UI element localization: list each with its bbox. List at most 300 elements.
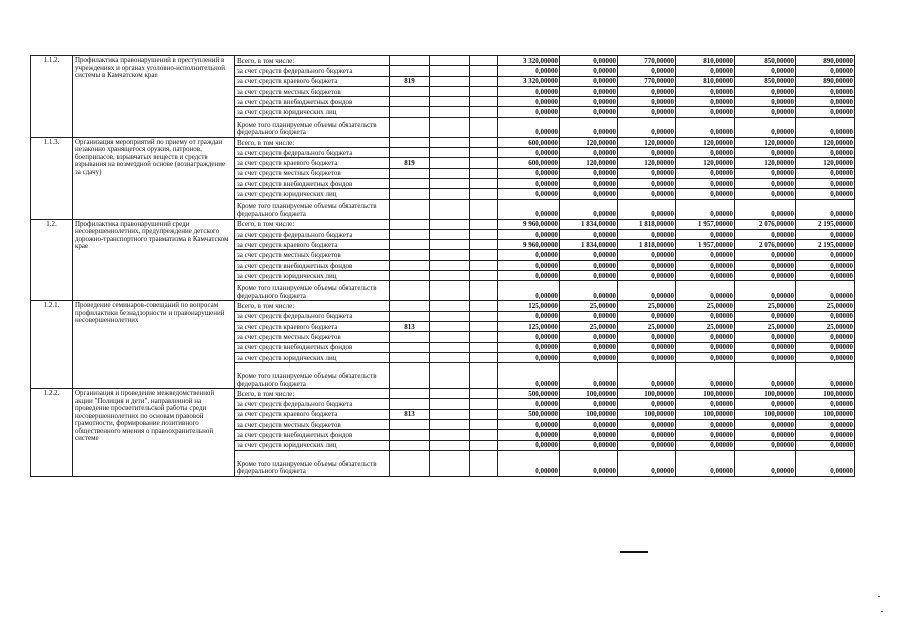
amount-cell: 0,00000 xyxy=(618,260,676,270)
amount-cell: 0,00000 xyxy=(498,107,560,117)
funding-source: за счет средств местных бюджетов xyxy=(235,86,390,96)
amount-cell: 0,00000 xyxy=(498,311,560,321)
amount-cell: 810,00000 xyxy=(676,76,735,86)
section-name: Организация мероприятий по приему от граждан незаконно хранящегося оружия, патронов, боеприпасов, взрывчатых веществ и средств взрывания на возмездной основе (вознаграждение за сдачу) xyxy=(73,137,235,219)
amount-cell: 850,00000 xyxy=(735,56,796,66)
amount-cell: 0,00000 xyxy=(560,440,618,450)
empty-cell xyxy=(430,389,470,399)
budget-code xyxy=(390,420,430,430)
amount-cell: 0,00000 xyxy=(676,311,735,321)
amount-cell: 120,00000 xyxy=(618,158,676,168)
budget-code xyxy=(390,301,430,311)
amount-cell: 0,00000 xyxy=(796,199,855,219)
amount-cell: 0,00000 xyxy=(676,430,735,440)
budget-code xyxy=(390,399,430,409)
amount-cell: 125,00000 xyxy=(498,301,560,311)
amount-cell: 0,00000 xyxy=(735,148,796,158)
amount-cell: 0,00000 xyxy=(618,66,676,76)
empty-cell xyxy=(430,148,470,158)
empty-cell xyxy=(470,311,498,321)
amount-cell: 0,00000 xyxy=(796,97,855,107)
amount-cell: 0,00000 xyxy=(560,117,618,137)
amount-cell: 0,00000 xyxy=(735,178,796,188)
amount-cell: 0,00000 xyxy=(618,352,676,362)
budget-code: 819 xyxy=(390,76,430,86)
amount-cell: 0,00000 xyxy=(796,66,855,76)
amount-cell: 120,00000 xyxy=(618,137,676,147)
empty-cell xyxy=(430,332,470,342)
empty-cell xyxy=(430,66,470,76)
amount-cell: 0,00000 xyxy=(676,66,735,76)
empty-cell xyxy=(430,189,470,199)
empty-cell xyxy=(430,420,470,430)
funding-source: за счет средств внебюджетных фондов xyxy=(235,430,390,440)
empty-cell xyxy=(430,240,470,250)
amount-cell: 0,00000 xyxy=(498,342,560,352)
amount-cell: 0,00000 xyxy=(560,76,618,86)
amount-cell: 0,00000 xyxy=(498,97,560,107)
funding-source: за счет средств местных бюджетов xyxy=(235,420,390,430)
page-dash xyxy=(620,551,648,553)
amount-cell: 0,00000 xyxy=(676,332,735,342)
table-row xyxy=(31,56,855,66)
amount-cell: 0,00000 xyxy=(498,229,560,239)
amount-cell: 25,00000 xyxy=(676,321,735,331)
amount-cell: 0,00000 xyxy=(560,260,618,270)
budget-code xyxy=(390,281,430,301)
budget-code xyxy=(390,137,430,147)
funding-source: за счет средств местных бюджетов xyxy=(235,332,390,342)
amount-cell: 0,00000 xyxy=(618,281,676,301)
budget-code xyxy=(390,260,430,270)
empty-cell xyxy=(430,158,470,168)
budget-code xyxy=(390,148,430,158)
amount-cell: 0,00000 xyxy=(735,107,796,117)
amount-cell: 0,00000 xyxy=(618,178,676,188)
amount-cell: 25,00000 xyxy=(560,301,618,311)
amount-cell: 0,00000 xyxy=(735,342,796,352)
amount-cell: 0,00000 xyxy=(498,450,560,476)
amount-cell: 100,00000 xyxy=(618,409,676,419)
amount-cell: 0,00000 xyxy=(498,363,560,389)
empty-cell xyxy=(470,137,498,147)
empty-cell xyxy=(430,363,470,389)
empty-cell xyxy=(470,301,498,311)
amount-cell: 25,00000 xyxy=(560,321,618,331)
section-number: 1.2.1. xyxy=(31,301,73,389)
table-row xyxy=(31,219,855,229)
budget-code xyxy=(390,240,430,250)
amount-cell: 0,00000 xyxy=(676,420,735,430)
empty-cell xyxy=(430,301,470,311)
funding-source: за счет средств федерального бюджета xyxy=(235,66,390,76)
amount-cell: 3 320,00000 xyxy=(498,56,560,66)
funding-source: Кроме того планируемые объемы обязательств федерального бюджета xyxy=(235,363,390,389)
empty-cell xyxy=(430,260,470,270)
empty-cell xyxy=(430,117,470,137)
empty-cell xyxy=(470,332,498,342)
empty-cell xyxy=(430,137,470,147)
amount-cell: 100,00000 xyxy=(560,409,618,419)
empty-cell xyxy=(430,199,470,219)
section-number: 1.1.3. xyxy=(31,137,73,219)
table-row xyxy=(31,137,855,147)
amount-cell: 0,00000 xyxy=(676,342,735,352)
section-name: Профилактика правонарушений среди несовершеннолетних, предупреждение детского дорожно-транспортного травматизма в Камчатском крае xyxy=(73,219,235,301)
amount-cell: 0,00000 xyxy=(676,86,735,96)
amount-cell: 0,00000 xyxy=(796,363,855,389)
funding-source: за счет средств краевого бюджета xyxy=(235,240,390,250)
empty-cell xyxy=(470,363,498,389)
empty-cell xyxy=(430,56,470,66)
amount-cell: 0,00000 xyxy=(796,148,855,158)
section-number: 1.2. xyxy=(31,219,73,301)
empty-cell xyxy=(430,178,470,188)
amount-cell: 850,00000 xyxy=(735,76,796,86)
empty-cell xyxy=(470,229,498,239)
empty-cell xyxy=(430,321,470,331)
empty-cell xyxy=(430,107,470,117)
funding-source: за счет средств местных бюджетов xyxy=(235,250,390,260)
funding-source: за счет средств краевого бюджета xyxy=(235,76,390,86)
budget-code xyxy=(390,342,430,352)
funding-source: за счет средств краевого бюджета xyxy=(235,321,390,331)
amount-cell: 0,00000 xyxy=(560,178,618,188)
funding-source: за счет средств краевого бюджета xyxy=(235,409,390,419)
empty-cell xyxy=(470,281,498,301)
amount-cell: 0,00000 xyxy=(498,260,560,270)
funding-source: Кроме того планируемые объемы обязательств федерального бюджета xyxy=(235,450,390,476)
funding-source: Всего, в том числе: xyxy=(235,56,390,66)
budget-code xyxy=(390,271,430,281)
funding-source: Всего, в том числе: xyxy=(235,219,390,229)
section-number: 1.1.2. xyxy=(31,56,73,138)
amount-cell: 0,00000 xyxy=(560,271,618,281)
empty-cell xyxy=(470,66,498,76)
budget-code xyxy=(390,168,430,178)
amount-cell: 0,00000 xyxy=(498,399,560,409)
empty-cell xyxy=(470,76,498,86)
empty-cell xyxy=(470,97,498,107)
amount-cell: 120,00000 xyxy=(735,137,796,147)
amount-cell: 0,00000 xyxy=(560,281,618,301)
budget-code xyxy=(390,332,430,342)
empty-cell xyxy=(470,107,498,117)
amount-cell: 0,00000 xyxy=(676,199,735,219)
amount-cell: 0,00000 xyxy=(676,450,735,476)
amount-cell: 0,00000 xyxy=(498,86,560,96)
empty-cell xyxy=(430,229,470,239)
amount-cell: 9 960,00000 xyxy=(498,219,560,229)
empty-cell xyxy=(430,430,470,440)
budget-table xyxy=(30,55,855,477)
amount-cell: 0,00000 xyxy=(676,281,735,301)
amount-cell: 0,00000 xyxy=(735,332,796,342)
amount-cell: 0,00000 xyxy=(560,332,618,342)
amount-cell: 100,00000 xyxy=(735,409,796,419)
amount-cell: 100,00000 xyxy=(796,409,855,419)
amount-cell: 2 076,00000 xyxy=(735,240,796,250)
amount-cell: 1 957,00000 xyxy=(676,240,735,250)
amount-cell: 0,00000 xyxy=(618,189,676,199)
empty-cell xyxy=(470,178,498,188)
amount-cell: 0,00000 xyxy=(796,178,855,188)
empty-cell xyxy=(470,56,498,66)
amount-cell: 0,00000 xyxy=(796,271,855,281)
amount-cell: 25,00000 xyxy=(618,301,676,311)
amount-cell: 890,00000 xyxy=(796,56,855,66)
amount-cell: 0,00000 xyxy=(735,199,796,219)
amount-cell: 0,00000 xyxy=(796,117,855,137)
amount-cell: 0,00000 xyxy=(796,311,855,321)
amount-cell: 0,00000 xyxy=(560,107,618,117)
empty-cell xyxy=(430,409,470,419)
funding-source: Кроме того планируемые объемы обязательств федерального бюджета xyxy=(235,117,390,137)
budget-code xyxy=(390,107,430,117)
empty-cell xyxy=(470,117,498,137)
amount-cell: 0,00000 xyxy=(618,271,676,281)
funding-source: за счет средств внебюджетных фондов xyxy=(235,260,390,270)
funding-source: за счет средств юридических лиц xyxy=(235,107,390,117)
amount-cell: 0,00000 xyxy=(676,168,735,178)
amount-cell: 0,00000 xyxy=(618,430,676,440)
amount-cell: 0,00000 xyxy=(735,281,796,301)
funding-source: за счет средств внебюджетных фондов xyxy=(235,178,390,188)
section-name: Проведение семинаров-совещаний по вопросам профилактики безнадзорности и правонарушений несовершеннолетних xyxy=(73,301,235,389)
amount-cell: 0,00000 xyxy=(796,107,855,117)
empty-cell xyxy=(430,76,470,86)
amount-cell: 0,00000 xyxy=(735,250,796,260)
empty-cell xyxy=(470,352,498,362)
amount-cell: 0,00000 xyxy=(618,168,676,178)
amount-cell: 0,00000 xyxy=(796,399,855,409)
amount-cell: 0,00000 xyxy=(498,332,560,342)
amount-cell: 0,00000 xyxy=(676,229,735,239)
amount-cell: 2 195,00000 xyxy=(796,240,855,250)
amount-cell: 0,00000 xyxy=(676,250,735,260)
amount-cell: 0,00000 xyxy=(560,56,618,66)
amount-cell: 1 834,00000 xyxy=(560,219,618,229)
funding-source: за счет средств юридических лиц xyxy=(235,189,390,199)
empty-cell xyxy=(470,189,498,199)
funding-source: Кроме того планируемые объемы обязательств федерального бюджета xyxy=(235,199,390,219)
empty-cell xyxy=(470,430,498,440)
budget-code xyxy=(390,352,430,362)
amount-cell: 0,00000 xyxy=(735,97,796,107)
amount-cell: 0,00000 xyxy=(735,450,796,476)
amount-cell: 0,00000 xyxy=(498,168,560,178)
table-row xyxy=(31,389,855,399)
section-number: 1.2.2. xyxy=(31,389,73,477)
amount-cell: 9 960,00000 xyxy=(498,240,560,250)
budget-code xyxy=(390,97,430,107)
amount-cell: 120,00000 xyxy=(735,158,796,168)
amount-cell: 2 195,00000 xyxy=(796,219,855,229)
amount-cell: 0,00000 xyxy=(618,420,676,430)
empty-cell xyxy=(430,450,470,476)
amount-cell: 0,00000 xyxy=(676,271,735,281)
amount-cell: 0,00000 xyxy=(735,229,796,239)
amount-cell: 0,00000 xyxy=(560,66,618,76)
budget-code: 819 xyxy=(390,158,430,168)
amount-cell: 0,00000 xyxy=(618,107,676,117)
empty-cell xyxy=(470,342,498,352)
amount-cell: 100,00000 xyxy=(796,389,855,399)
empty-cell xyxy=(470,199,498,219)
empty-cell xyxy=(430,271,470,281)
empty-cell xyxy=(430,168,470,178)
scan-speck xyxy=(878,596,880,597)
amount-cell: 0,00000 xyxy=(560,148,618,158)
amount-cell: 0,00000 xyxy=(735,117,796,137)
amount-cell: 890,00000 xyxy=(796,76,855,86)
amount-cell: 0,00000 xyxy=(560,168,618,178)
amount-cell: 25,00000 xyxy=(796,301,855,311)
empty-cell xyxy=(470,399,498,409)
empty-cell xyxy=(470,219,498,229)
amount-cell: 0,00000 xyxy=(735,168,796,178)
amount-cell: 500,00000 xyxy=(498,409,560,419)
empty-cell xyxy=(470,321,498,331)
amount-cell: 120,00000 xyxy=(560,137,618,147)
amount-cell: 0,00000 xyxy=(676,260,735,270)
amount-cell: 120,00000 xyxy=(676,137,735,147)
empty-cell xyxy=(470,250,498,260)
amount-cell: 0,00000 xyxy=(796,430,855,440)
amount-cell: 0,00000 xyxy=(735,363,796,389)
amount-cell: 0,00000 xyxy=(618,97,676,107)
amount-cell: 0,00000 xyxy=(676,107,735,117)
amount-cell: 0,00000 xyxy=(498,250,560,260)
empty-cell xyxy=(430,352,470,362)
funding-source: за счет средств юридических лиц xyxy=(235,271,390,281)
amount-cell: 0,00000 xyxy=(676,363,735,389)
amount-cell: 1 818,00000 xyxy=(618,240,676,250)
amount-cell: 125,00000 xyxy=(498,321,560,331)
empty-cell xyxy=(470,440,498,450)
amount-cell: 0,00000 xyxy=(796,450,855,476)
empty-cell xyxy=(430,250,470,260)
empty-cell xyxy=(470,409,498,419)
budget-code xyxy=(390,199,430,219)
amount-cell: 1 834,00000 xyxy=(560,240,618,250)
empty-cell xyxy=(470,168,498,178)
amount-cell: 0,00000 xyxy=(560,250,618,260)
funding-source: за счет средств юридических лиц xyxy=(235,352,390,362)
empty-cell xyxy=(430,281,470,301)
budget-code xyxy=(390,56,430,66)
amount-cell: 0,00000 xyxy=(796,86,855,96)
amount-cell: 2 076,00000 xyxy=(735,219,796,229)
amount-cell: 0,00000 xyxy=(735,352,796,362)
amount-cell: 0,00000 xyxy=(796,281,855,301)
empty-cell xyxy=(430,399,470,409)
budget-code: 813 xyxy=(390,321,430,331)
amount-cell: 0,00000 xyxy=(735,260,796,270)
amount-cell: 0,00000 xyxy=(498,352,560,362)
budget-code xyxy=(390,229,430,239)
budget-code xyxy=(390,311,430,321)
amount-cell: 0,00000 xyxy=(796,342,855,352)
amount-cell: 500,00000 xyxy=(498,389,560,399)
amount-cell: 100,00000 xyxy=(676,409,735,419)
funding-source: за счет средств местных бюджетов xyxy=(235,168,390,178)
section-name: Организация и проведение межведомственной акции "Полиция и дети", направленной на проведение просветительской работы среди несовершеннолетних по основам правовой грамотности, формирование позитивного общественного мнения о правоохранительной системе xyxy=(73,389,235,477)
empty-cell xyxy=(470,240,498,250)
amount-cell: 1 957,00000 xyxy=(676,219,735,229)
amount-cell: 120,00000 xyxy=(560,158,618,168)
amount-cell: 0,00000 xyxy=(618,332,676,342)
amount-cell: 0,00000 xyxy=(498,271,560,281)
amount-cell: 0,00000 xyxy=(498,178,560,188)
amount-cell: 0,00000 xyxy=(676,148,735,158)
budget-code xyxy=(390,363,430,389)
amount-cell: 0,00000 xyxy=(676,399,735,409)
table-row xyxy=(31,301,855,311)
amount-cell: 0,00000 xyxy=(498,420,560,430)
amount-cell: 0,00000 xyxy=(735,66,796,76)
empty-cell xyxy=(470,450,498,476)
amount-cell: 0,00000 xyxy=(618,399,676,409)
amount-cell: 0,00000 xyxy=(560,352,618,362)
funding-source: за счет средств краевого бюджета xyxy=(235,158,390,168)
empty-cell xyxy=(470,271,498,281)
funding-source: Всего, в том числе: xyxy=(235,389,390,399)
amount-cell: 0,00000 xyxy=(796,332,855,342)
amount-cell: 0,00000 xyxy=(618,342,676,352)
amount-cell: 0,00000 xyxy=(735,189,796,199)
amount-cell: 0,00000 xyxy=(735,311,796,321)
amount-cell: 120,00000 xyxy=(796,137,855,147)
funding-source: за счет средств федерального бюджета xyxy=(235,311,390,321)
amount-cell: 25,00000 xyxy=(735,301,796,311)
funding-source: Кроме того планируемые объемы обязательств федерального бюджета xyxy=(235,281,390,301)
funding-source: за счет средств федерального бюджета xyxy=(235,148,390,158)
funding-source: Всего, в том числе: xyxy=(235,137,390,147)
amount-cell: 25,00000 xyxy=(618,321,676,331)
amount-cell: 100,00000 xyxy=(560,389,618,399)
amount-cell: 0,00000 xyxy=(498,66,560,76)
amount-cell: 0,00000 xyxy=(560,399,618,409)
amount-cell: 0,00000 xyxy=(498,440,560,450)
amount-cell: 0,00000 xyxy=(735,440,796,450)
budget-code xyxy=(390,86,430,96)
amount-cell: 0,00000 xyxy=(498,117,560,137)
amount-cell: 0,00000 xyxy=(618,450,676,476)
budget-code xyxy=(390,250,430,260)
amount-cell: 0,00000 xyxy=(618,117,676,137)
amount-cell: 0,00000 xyxy=(560,450,618,476)
funding-source: за счет средств федерального бюджета xyxy=(235,399,390,409)
amount-cell: 0,00000 xyxy=(618,229,676,239)
amount-cell: 100,00000 xyxy=(676,389,735,399)
budget-code xyxy=(390,117,430,137)
amount-cell: 0,00000 xyxy=(618,363,676,389)
empty-cell xyxy=(470,86,498,96)
funding-source: Всего, в том числе: xyxy=(235,301,390,311)
amount-cell: 0,00000 xyxy=(796,420,855,430)
budget-code xyxy=(390,189,430,199)
amount-cell: 0,00000 xyxy=(498,281,560,301)
amount-cell: 0,00000 xyxy=(735,420,796,430)
amount-cell: 770,00000 xyxy=(618,56,676,66)
amount-cell: 770,00000 xyxy=(618,76,676,86)
budget-code xyxy=(390,66,430,76)
empty-cell xyxy=(470,260,498,270)
budget-code xyxy=(390,440,430,450)
amount-cell: 0,00000 xyxy=(796,250,855,260)
amount-cell: 0,00000 xyxy=(560,199,618,219)
